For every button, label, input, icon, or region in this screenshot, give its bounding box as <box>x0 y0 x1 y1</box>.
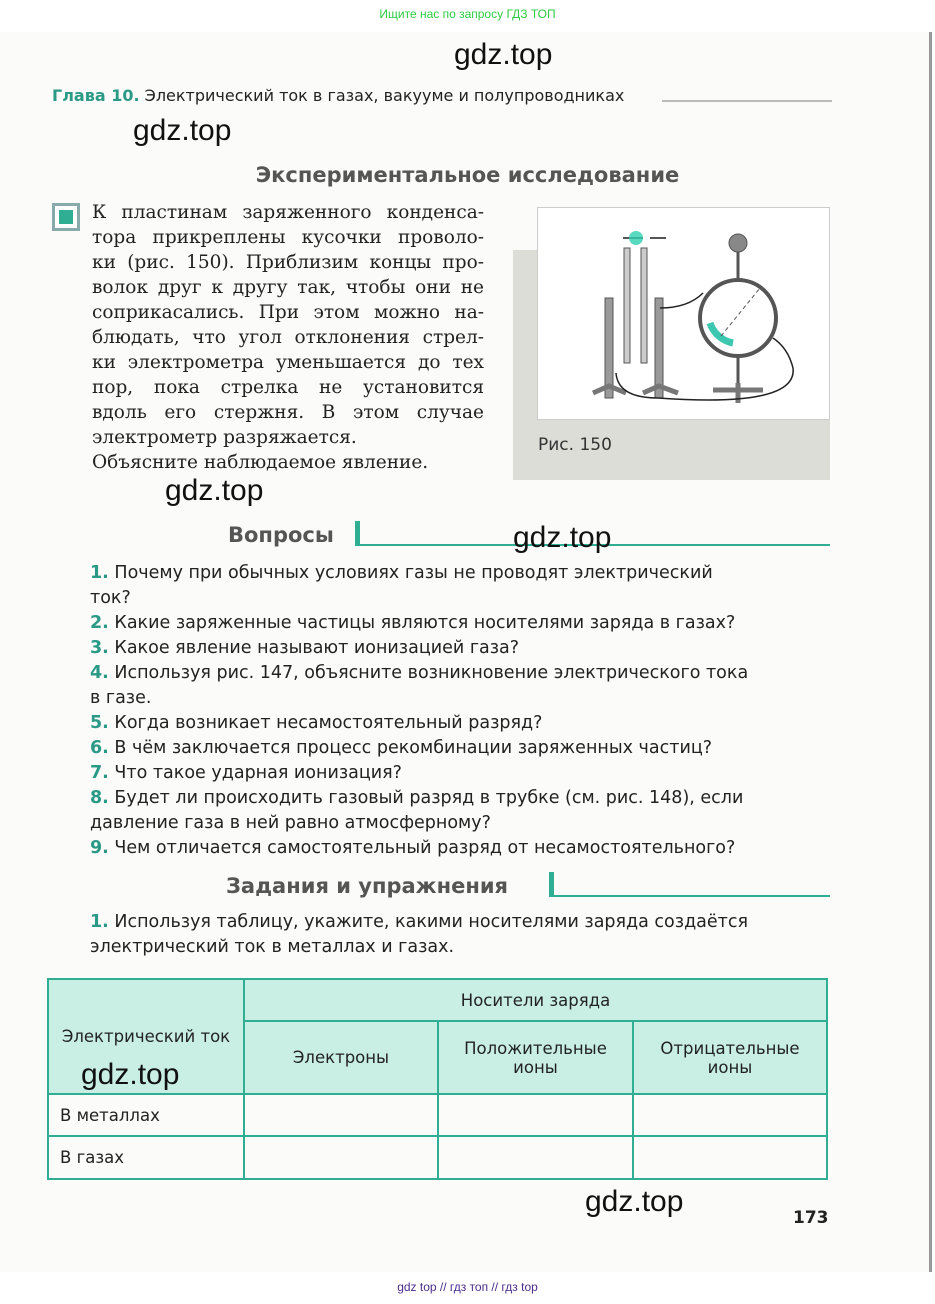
table-cell <box>244 1136 438 1179</box>
row-label: В газах <box>48 1136 244 1179</box>
table-cell <box>438 1136 633 1179</box>
table-corner: Электрический ток <box>48 979 244 1094</box>
list-item <box>90 661 830 686</box>
text-line: ки (рис. 150). Приблизим концы про- <box>92 252 484 273</box>
text-line: электрометр разряжается. <box>92 427 357 448</box>
experiment-icon <box>52 203 80 231</box>
item-text: Какое явление называют ионизацией газа? <box>114 638 520 658</box>
bottom-banner[interactable]: gdz top // гдз топ // гдз top <box>397 1280 538 1294</box>
list-item <box>90 811 830 836</box>
item-text: Какие заряженные частицы являются носителями заряда в газах? <box>114 613 736 633</box>
item-number: 8. <box>90 788 109 808</box>
table-cell <box>438 1094 633 1136</box>
item-text: в газе. <box>90 688 152 708</box>
item-text: Используя таблицу, укажите, какими носителями заряда создаётся <box>114 912 749 932</box>
electrometer-illustration <box>538 208 831 421</box>
text-line: пор, пока стрелка не установится <box>92 377 484 398</box>
text-line: К пластинам заряженного конденса- <box>92 202 484 223</box>
watermark: gdz.top <box>585 1185 684 1218</box>
column-header: Электроны <box>244 1021 438 1094</box>
chapter-label: Глава 10. <box>52 86 140 105</box>
page-number: 173 <box>793 1208 829 1228</box>
item-text: давление газа в ней равно атмосферному? <box>90 813 491 833</box>
watermark: gdz.top <box>165 474 264 507</box>
item-number: 1. <box>90 912 109 932</box>
exercises-title: Задания и упражнения <box>226 874 509 898</box>
exercises-list <box>90 910 830 960</box>
chapter-title: Электрический ток в газах, вакууме и полупроводниках <box>144 86 625 105</box>
heading-bar <box>355 521 360 545</box>
list-item <box>90 786 830 811</box>
item-text: Используя рис. 147, объясните возникновение электрического тока <box>114 663 749 683</box>
list-item <box>90 711 830 736</box>
list-item <box>90 935 830 960</box>
column-header: Отрицательные ионы <box>633 1021 827 1094</box>
list-item <box>90 636 830 661</box>
item-number: 6. <box>90 738 109 758</box>
list-item <box>90 761 830 786</box>
column-header: Положительные ионы <box>438 1021 633 1094</box>
text-line: волок друг к другу так, чтобы они не <box>92 277 484 298</box>
list-item <box>90 586 830 611</box>
text-line: ки электрометра уменьшается до тех <box>92 352 484 373</box>
heading-rule <box>549 895 830 897</box>
list-item <box>90 686 830 711</box>
watermark: gdz.top <box>81 1058 180 1091</box>
item-text: В чём заключается процесс рекомбинации заряженных частиц? <box>114 738 713 758</box>
watermark: gdz.top <box>513 521 612 554</box>
table-group-header: Носители заряда <box>244 979 827 1021</box>
item-text: ток? <box>90 588 131 608</box>
table-cell <box>244 1094 438 1136</box>
top-banner[interactable]: Ищите нас по запросу ГДЗ ТОП <box>379 7 556 21</box>
list-item <box>90 611 830 636</box>
item-text: Будет ли происходить газовый разряд в трубке (см. рис. 148), если <box>114 788 744 808</box>
table-row <box>48 1136 827 1179</box>
item-number: 2. <box>90 613 109 633</box>
text-line: тора прикреплены кусочки проволо- <box>92 227 484 248</box>
experiment-text <box>92 200 484 475</box>
list-item <box>90 910 830 935</box>
item-number: 3. <box>90 638 109 658</box>
item-text: Что такое ударная ионизация? <box>114 763 402 783</box>
item-number: 4. <box>90 663 109 683</box>
list-item <box>90 561 830 586</box>
experiment-title: Экспериментальное исследование <box>255 163 680 187</box>
item-text: Чем отличается самостоятельный разряд от несамостоятельного? <box>114 838 736 858</box>
table-row <box>48 1094 827 1136</box>
item-number: 1. <box>90 563 109 583</box>
item-number: 9. <box>90 838 109 858</box>
text-line: блюдать, что угол отклонения стрел- <box>92 327 484 348</box>
item-number: 5. <box>90 713 109 733</box>
item-text: Почему при обычных условиях газы не проводят электрический <box>114 563 713 583</box>
heading-bar <box>549 872 554 896</box>
text-line: соприкасались. При этом можно на- <box>92 302 484 323</box>
item-number: 7. <box>90 763 109 783</box>
table-cell <box>633 1094 827 1136</box>
header-rule <box>662 100 832 102</box>
item-text: Когда возникает несамостоятельный разряд? <box>114 713 543 733</box>
text-line: вдоль его стержня. В этом случае <box>92 402 484 423</box>
figure-caption: Рис. 150 <box>538 435 612 455</box>
table-cell <box>633 1136 827 1179</box>
questions-list <box>90 561 830 861</box>
chapter-header <box>52 86 624 105</box>
watermark: gdz.top <box>133 114 232 147</box>
questions-title: Вопросы <box>228 523 334 547</box>
figure-150 <box>537 207 830 420</box>
text-line: Объясните наблюдаемое явление. <box>92 452 429 473</box>
spark-icon <box>629 231 643 245</box>
list-item <box>90 836 830 861</box>
list-item <box>90 736 830 761</box>
item-text: электрический ток в металлах и газах. <box>90 937 455 957</box>
watermark: gdz.top <box>454 38 553 71</box>
row-label: В металлах <box>48 1094 244 1136</box>
